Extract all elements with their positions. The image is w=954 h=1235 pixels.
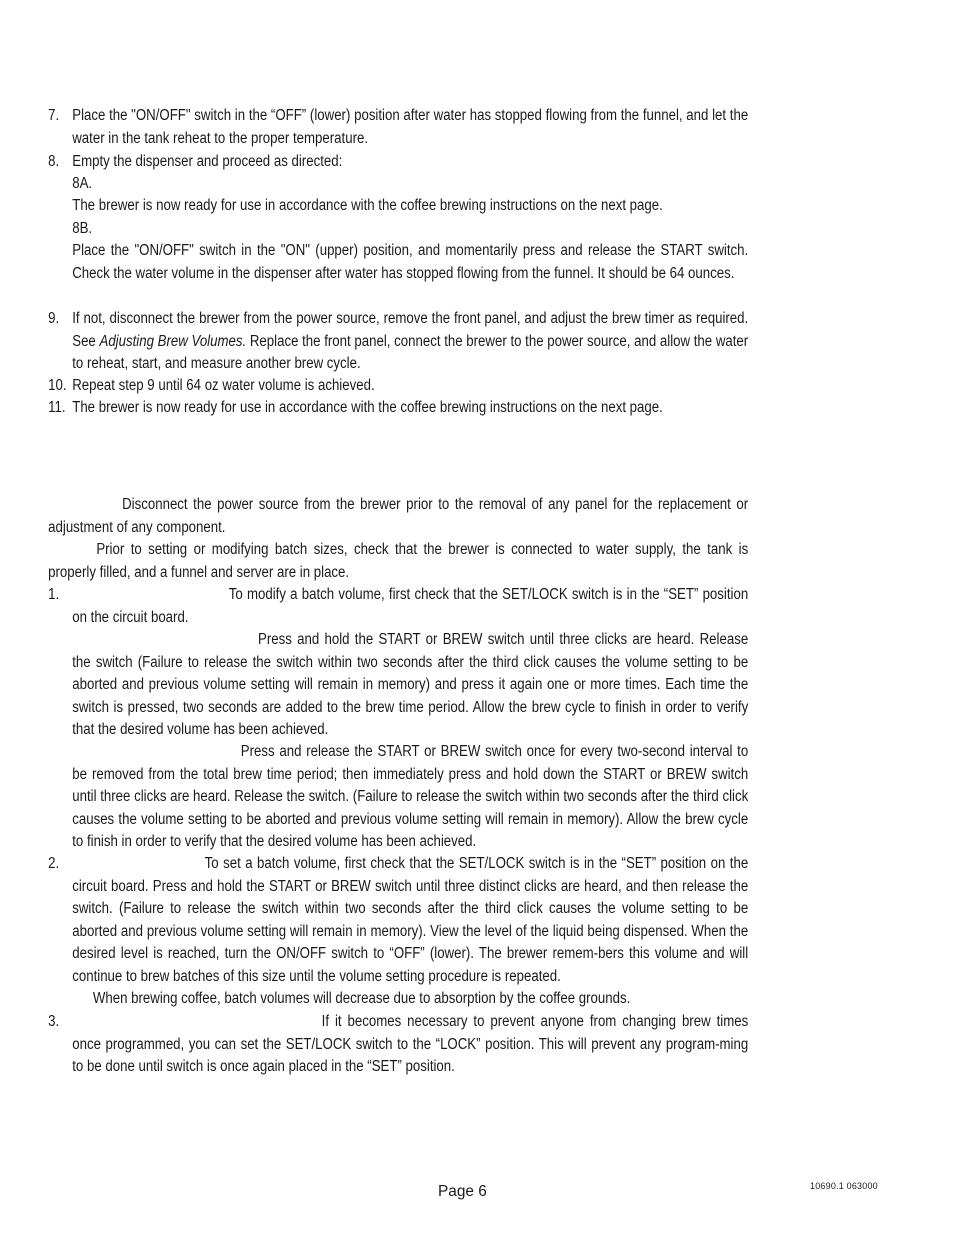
step-text-part: If not, disconnect the brewer from the power source, remove the front panel, and adjust the brew timer as required. See xyxy=(72,310,749,350)
step-number: 7. xyxy=(48,107,60,124)
step-text: Empty the dispenser and proceed as directed: xyxy=(72,153,343,170)
increase-volume-text: Press and hold the START or BREW switch until three clicks are heard. Release the switch (Failure to release the switch within two seconds after the third click causes the volume setting to be aborted and previous volume setting will remain in memory) and press it again one or more times. Each time the switch is pressed, two seconds are added to the brew time period. Allow the brew cycle to finish in order to verify that the desired volume has been achieved. xyxy=(72,631,749,738)
step-text: Repeat step 9 until 64 oz water volume is achieved. xyxy=(72,377,375,394)
adjust-step-3 xyxy=(48,1011,748,1079)
step-8 xyxy=(48,151,748,174)
step-10 xyxy=(48,375,748,398)
step-11 xyxy=(48,397,748,420)
decrease-volume-text: Press and release the START or BREW switch once for every two-second interval to be removed from the total brew time period; then immediately press and hold down the START or BREW switch until three clicks are heard. Release the switch. (Failure to release the switch within two seconds after the third click causes the volume setting to be aborted and previous volume setting will remain in memory). Allow the brew cycle to finish in order to verify that the desired volume has been achieved. xyxy=(72,743,749,850)
page-number: Page 6 xyxy=(438,1183,487,1200)
step-number: 10. xyxy=(48,377,67,394)
step-text-part: Replace the front panel, connect the brewer to the power source, and allow the water to reheat, start, and measure another brew cycle. xyxy=(72,332,749,372)
step-text: If it becomes necessary to prevent anyone from changing brew times once programmed, you can set the SET/LOCK switch to the “LOCK” position. This will prevent any program-ming to be done until switch is once again placed in the “SET” position. xyxy=(72,1013,749,1075)
note-paragraph: Prior to setting or modifying batch sizes, check that the brewer is connected to water supply, the tank is properly filled, and a funnel and server are in place. xyxy=(48,541,749,581)
warning-paragraph: Disconnect the power source from the brewer prior to the removal of any panel for the replacement or adjustment of any component. xyxy=(48,496,749,536)
batch-volume-note: When brewing coffee, batch volumes will decrease due to absorption by the coffee grounds. xyxy=(92,990,631,1007)
step-text: To set a batch volume, first check that the SET/LOCK switch is in the “SET” position on the circuit board. Press and hold the START or BREW switch until three distinct clicks are heard, and then release the switch. (Failure to release the switch within two seconds after the third click causes the volume setting to be aborted and previous volume setting will remain in memory). View the level of the liquid being dispensed. When the desired level is reached, turn the ON/OFF switch to “OFF” (lower). The brewer remem-bers this volume and will continue to brew batches of this size until the volume setting procedure is repeated. xyxy=(72,855,749,985)
step-8b-label: 8B. xyxy=(72,220,93,237)
step-number: 3. xyxy=(48,1013,60,1030)
step-7 xyxy=(48,105,748,150)
step-8a-text: The brewer is now ready for use in accordance with the coffee brewing instructions on the next page. xyxy=(72,197,663,214)
document-code: 10690.1 063000 xyxy=(810,1181,878,1191)
adjusting-brew-volumes-reference: Adjusting Brew Volumes. xyxy=(99,332,247,350)
step-text: The brewer is now ready for use in accordance with the coffee brewing instructions on the next page. xyxy=(72,399,663,416)
step-text xyxy=(72,308,748,376)
step-8b-text: Place the "ON/OFF" switch in the "ON" (upper) position, and momentarily press and release the START switch. Check the water volume in the dispenser after water has stopped flowing from the funnel. It should be 64 ounces. xyxy=(72,242,749,282)
step-text: Place the "ON/OFF" switch in the “OFF” (lower) position after water has stopped flowing from the funnel, and let the water in the tank reheat to the proper temperature. xyxy=(72,107,749,147)
step-number: 9. xyxy=(48,310,60,327)
step-8a-label: 8A. xyxy=(72,175,93,192)
step-text: To modify a batch volume, first check that the SET/LOCK switch is in the “SET” position on the circuit board. xyxy=(72,586,749,626)
adjust-step-1 xyxy=(48,584,748,629)
step-9 xyxy=(48,308,748,376)
step-number: 2. xyxy=(48,855,60,872)
step-number: 11. xyxy=(48,399,66,416)
adjust-step-2 xyxy=(48,853,748,988)
step-number: 1. xyxy=(48,586,60,603)
step-number: 8. xyxy=(48,153,60,170)
